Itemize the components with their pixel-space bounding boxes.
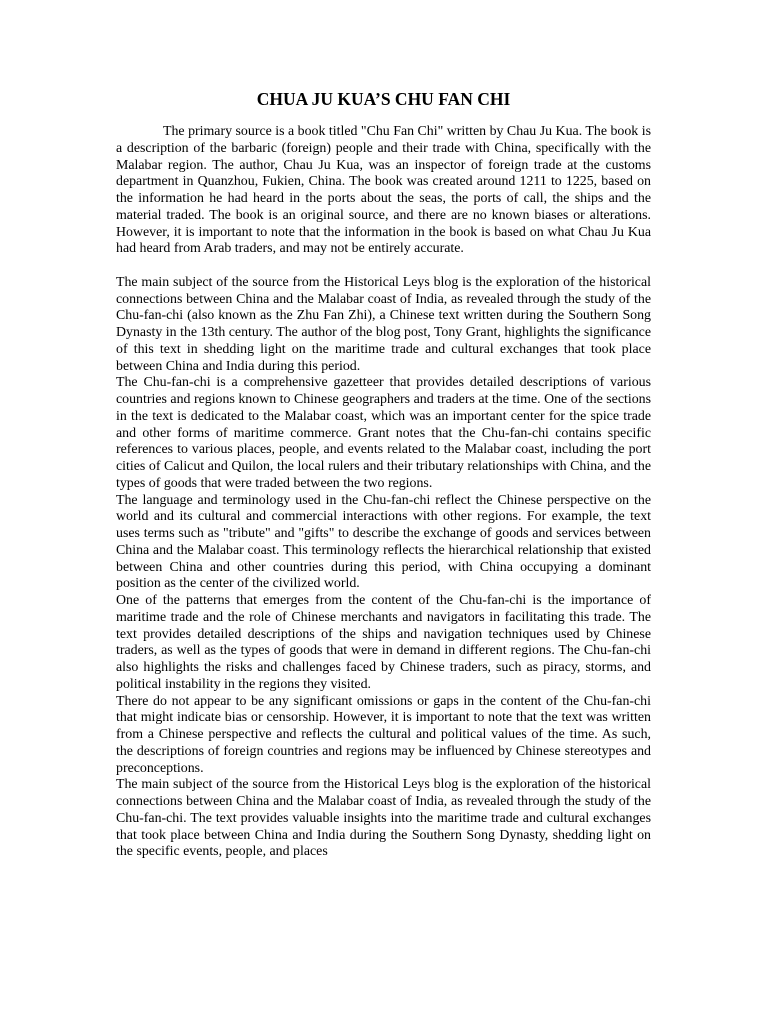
- paragraph-patterns: One of the patterns that emerges from the content of the Chu-fan-chi is the importance of maritime trade and the role of Chinese merchants and navigators in facilitating this trade. The text provides detailed descriptions of the ships and navigation techniques used by Chinese traders, as well as the types of goods that were in demand in different regions. The Chu-fan-chi also highlights the risks and challenges faced by Chinese traders, such as piracy, storms, and political instability in the regions they visited.: [116, 593, 651, 692]
- paragraph-omissions: There do not appear to be any significant omissions or gaps in the content of the Chu-fan-chi that might indicate bias or censorship. However, it is important to note that the text was written from a Chinese perspective and reflects the cultural and political values of the time. As such, the descriptions of foreign countries and regions may be influenced by Chinese stereotypes and preconceptions.: [116, 693, 651, 776]
- paragraph-primary-source: The primary source is a book titled "Chu Fan Chi" written by Chau Ju Kua. The book is a description of the barbaric (foreign) people and their trade with China, specifically with the Malabar region. The author, Chau Ju Kua, was an inspector of foreign trade at the customs department in Quanzhou, Fukien, China. The book was created around 1211 to 1225, based on the information he had heard in the ports about the seas, the ports of call, the ships and the material traded. The book is an original source, and there are no known biases or alterations. However, it is important to note that the information in the book is based on what Chau Ju Kua had heard from Arab traders, and may not be entirely accurate.: [116, 124, 651, 257]
- paragraph-language-terminology: The language and terminology used in the Chu-fan-chi reflect the Chinese perspective on the world and its cultural and commercial interactions with other regions. For example, the text uses terms such as "tribute" and "gifts" to describe the exchange of goods and services between China and the Malabar coast. This terminology reflects the hierarchical relationship that existed between China and other countries during this period, with China occupying a dominant position as the center of the civilized world.: [116, 492, 651, 592]
- paragraph-main-subject-repeat: The main subject of the source from the Historical Leys blog is the exploration of the historical connections between China and the Malabar coast of India, as revealed through the study of the Chu-fan-chi. The text provides valuable insights into the maritime trade and cultural exchanges that took place between China and India during the Southern Song Dynasty, shedding light on the specific events, people, and places: [116, 777, 651, 860]
- paragraph-gap: [116, 258, 651, 275]
- document-title: CHUA JU KUA’S CHU FAN CHI: [256, 89, 511, 109]
- paragraph-main-subject: The main subject of the source from the Historical Leys blog is the exploration of the historical connections between China and the Malabar coast of India, as revealed through the study of the Chu-fan-chi (also known as the Zhu Fan Zhi), a Chinese text written during the Southern Song Dynasty in the 13th century. The author of the blog post, Tony Grant, highlights the significance of this text in shedding light on the maritime trade and cultural exchanges that took place between China and India during this period.: [116, 274, 651, 374]
- document-page: [116, 88, 651, 861]
- paragraph-gazetteer: The Chu-fan-chi is a comprehensive gazetteer that provides detailed descriptions of various countries and regions known to Chinese geographers and traders at the time. One of the sections in the text is dedicated to the Malabar coast, which was an important center for the spice trade and other forms of maritime commerce. Grant notes that the Chu-fan-chi contains specific references to various places, people, and events related to the Malabar coast, including the port cities of Calicut and Quilon, the local rulers and their tributary relationships with China, and the types of goods that were traded between the two regions.: [116, 375, 651, 491]
